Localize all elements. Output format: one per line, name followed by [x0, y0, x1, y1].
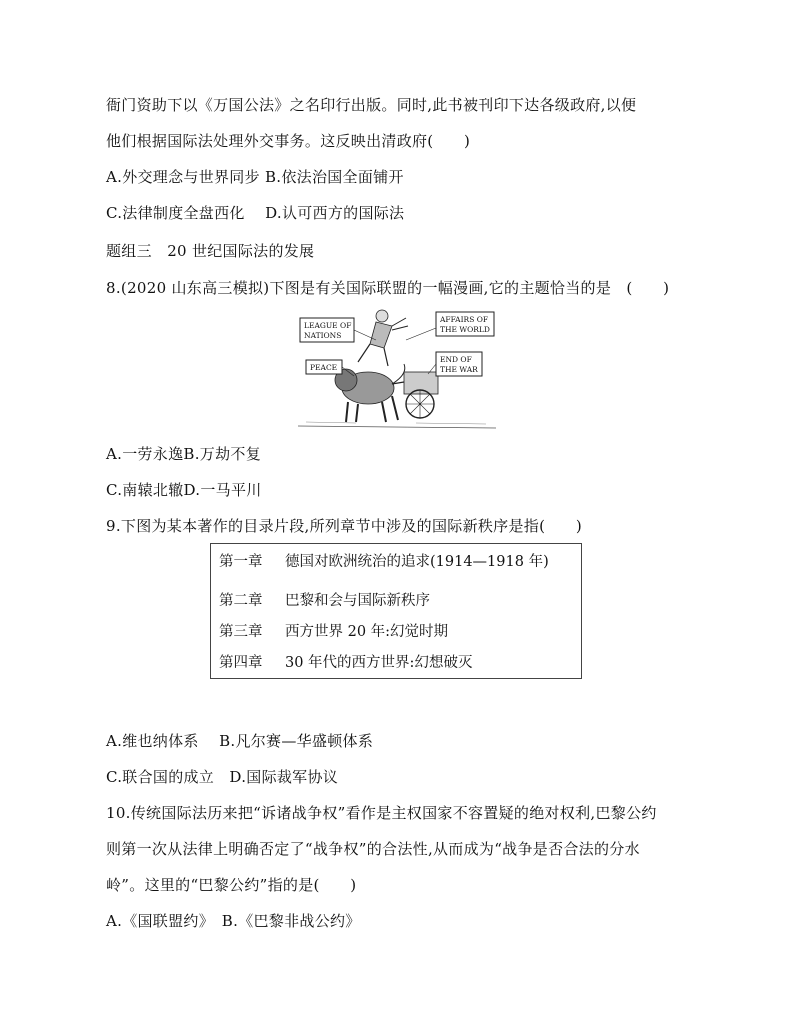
toc-chapter-title: 西方世界 20 年:幻觉时期: [285, 624, 449, 640]
toc-chapter-number: 第四章: [219, 655, 263, 671]
label-end-line-2: THE WAR: [440, 365, 478, 374]
question-10-stem-line-2: 则第一次从法律上明确否定了“战争权”的合法性,从而成为“战争是否合法的分水: [106, 840, 640, 858]
label-peace: PEACE: [310, 363, 338, 372]
toc-chapter-number: 第二章: [219, 593, 263, 609]
toc-chapter-number: 第三章: [219, 624, 263, 640]
figure-driver-drawing: [358, 310, 408, 366]
lion-drawing: [335, 364, 405, 422]
league-of-nations-cartoon: [296, 304, 498, 432]
question-10-stem-line-3: 岭”。这里的“巴黎公约”指的是( ): [106, 876, 357, 894]
table-of-contents-box: [210, 543, 582, 679]
toc-chapter-title: 30 年代的西方世界:幻想破灭: [285, 655, 473, 671]
question-7-stem-line-1: 衙门资助下以《万国公法》之名印行出版。同时,此书被刊印下达各级政府,以便: [106, 96, 637, 114]
question-10-options-ab: A.《国联盟约》 B.《巴黎非战公约》: [106, 912, 361, 930]
toc-chapter-title: 德国对欧洲统治的追求(1914—1918 年): [285, 554, 549, 570]
toc-row: [219, 589, 430, 610]
question-8-options-ab: A.一劳永逸B.万劫不复: [106, 445, 261, 463]
toc-row: [219, 550, 549, 571]
toc-chapter-title: 巴黎和会与国际新秩序: [285, 593, 430, 609]
question-9-options-ab: A.维也纳体系 B.凡尔赛—华盛顿体系: [106, 732, 374, 750]
question-7-options-cd: C.法律制度全盘西化 D.认可西方的国际法: [106, 204, 405, 222]
question-9-options-cd: C.联合国的成立 D.国际裁军协议: [106, 768, 339, 786]
label-affairs-line-2: THE WORLD: [440, 325, 490, 334]
question-9-stem: 9.下图为某本著作的目录片段,所列章节中涉及的国际新秩序是指( ): [106, 517, 582, 535]
label-affairs-line-1: AFFAIRS OF: [440, 315, 489, 324]
question-8-stem: 8.(2020 山东高三模拟)下图是有关国际联盟的一幅漫画,它的主题恰当的是 ( ): [106, 279, 670, 297]
toc-row: [219, 620, 448, 641]
toc-row: [219, 651, 472, 672]
label-end-line-1: END OF: [440, 355, 472, 364]
question-10-stem-line-1: 10.传统国际法历来把“诉诸战争权”看作是主权国家不容置疑的绝对权利,巴黎公约: [106, 804, 657, 822]
label-league-line-2: NATIONS: [304, 331, 342, 340]
question-7-stem-line-2: 他们根据国际法处理外交事务。这反映出清政府( ): [106, 132, 471, 150]
toc-chapter-number: 第一章: [219, 554, 263, 570]
section-heading: 题组三 20 世纪国际法的发展: [106, 242, 315, 260]
question-7-options-ab: A.外交理念与世界同步 B.依法治国全面铺开: [106, 168, 404, 186]
question-8-options-cd: C.南辕北辙D.一马平川: [106, 481, 262, 499]
label-league-line-1: LEAGUE OF: [304, 321, 352, 330]
